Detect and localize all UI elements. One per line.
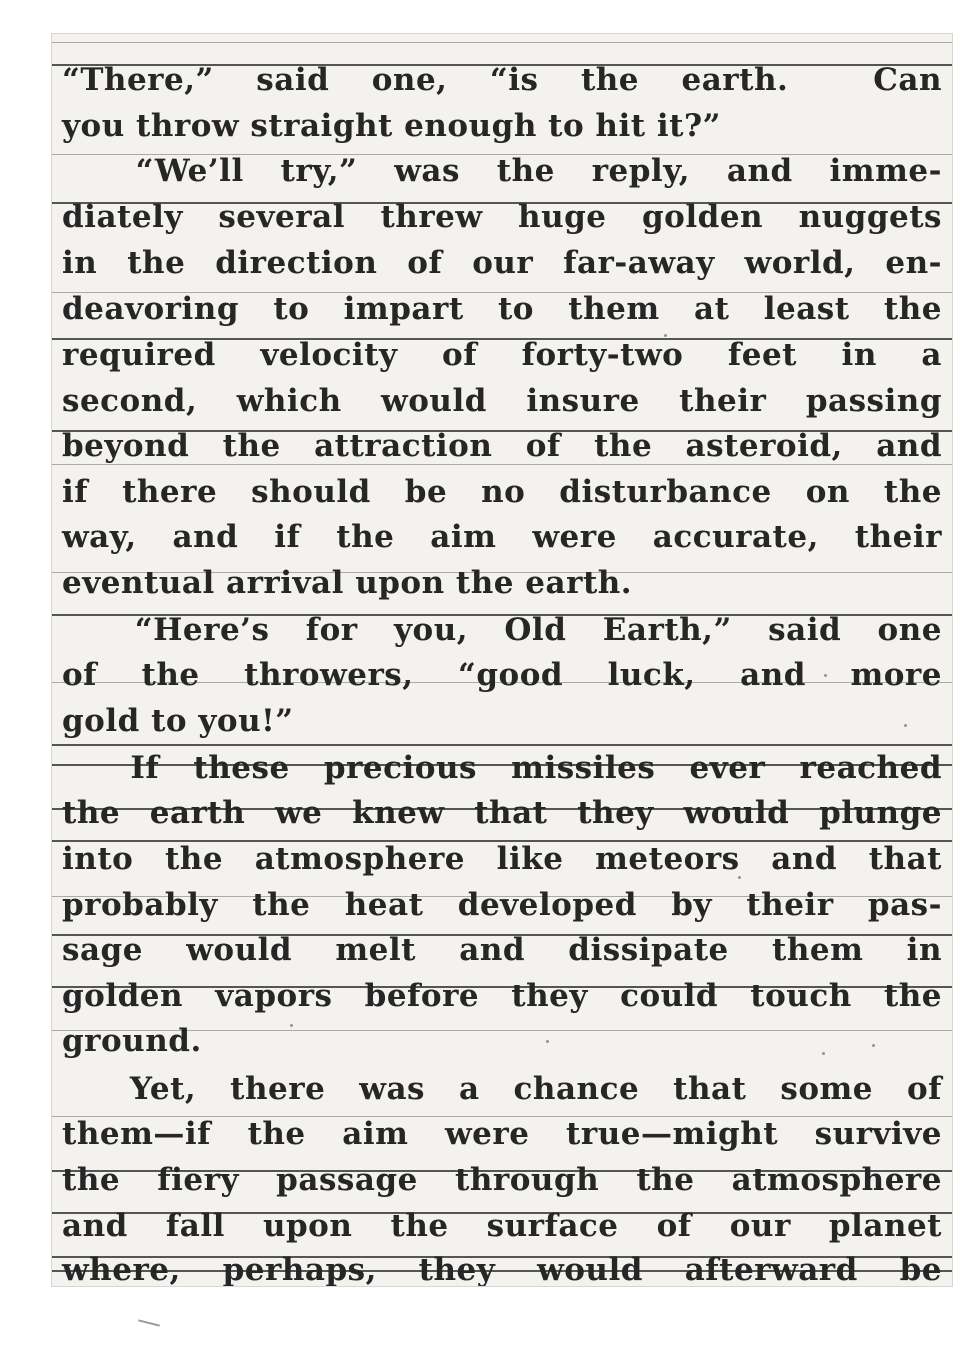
text-line: deavoring to impart to them at least the: [62, 291, 942, 327]
text-line: of the throwers, “good luck, and more: [62, 657, 942, 693]
scan-rule: [52, 42, 952, 43]
text-line: “Here’s for you, Old Earth,” said one: [62, 612, 942, 648]
text-line: the earth we knew that they would plunge: [62, 795, 942, 831]
text-line: beyond the attraction of the asteroid, and: [62, 428, 942, 464]
text-line: and fall upon the surface of our planet: [62, 1208, 942, 1244]
text-line: required velocity of forty-two feet in a: [62, 337, 942, 373]
scan-smudge: [138, 1319, 160, 1326]
text-line: golden vapors before they could touch the: [62, 978, 942, 1014]
text-line: Yet, there was a chance that some of: [62, 1071, 942, 1107]
text-line: probably the heat developed by their pas-: [62, 887, 942, 923]
text-line: ground.: [62, 1023, 202, 1059]
text-line: if there should be no disturbance on the: [62, 474, 942, 510]
text-line: into the atmosphere like meteors and that: [62, 841, 942, 877]
text-line: second, which would insure their passing: [62, 383, 942, 419]
text-line: diately several threw huge golden nuggets: [62, 199, 942, 235]
text-line: If these precious missiles ever reached: [62, 750, 942, 786]
text-line: “We’ll try,” was the reply, and imme-: [62, 153, 942, 189]
text-line: you throw straight enough to hit it?”: [62, 108, 721, 144]
text-line: gold to you!”: [62, 703, 294, 739]
text-line: sage would melt and dissipate them in: [62, 932, 942, 968]
text-line: way, and if the aim were accurate, their: [62, 519, 942, 555]
text-line: them—if the aim were true—might survive: [62, 1116, 942, 1152]
text-line: “There,” said one, “is the earth. Can: [62, 62, 942, 98]
text-line: the fiery passage through the atmosphere: [62, 1162, 942, 1198]
text-line: where, perhaps, they would afterward be: [62, 1252, 942, 1286]
newspaper-clipping: [52, 34, 952, 1286]
text-line: in the direction of our far-away world, en-: [62, 245, 942, 281]
text-line: eventual arrival upon the earth.: [62, 565, 633, 601]
